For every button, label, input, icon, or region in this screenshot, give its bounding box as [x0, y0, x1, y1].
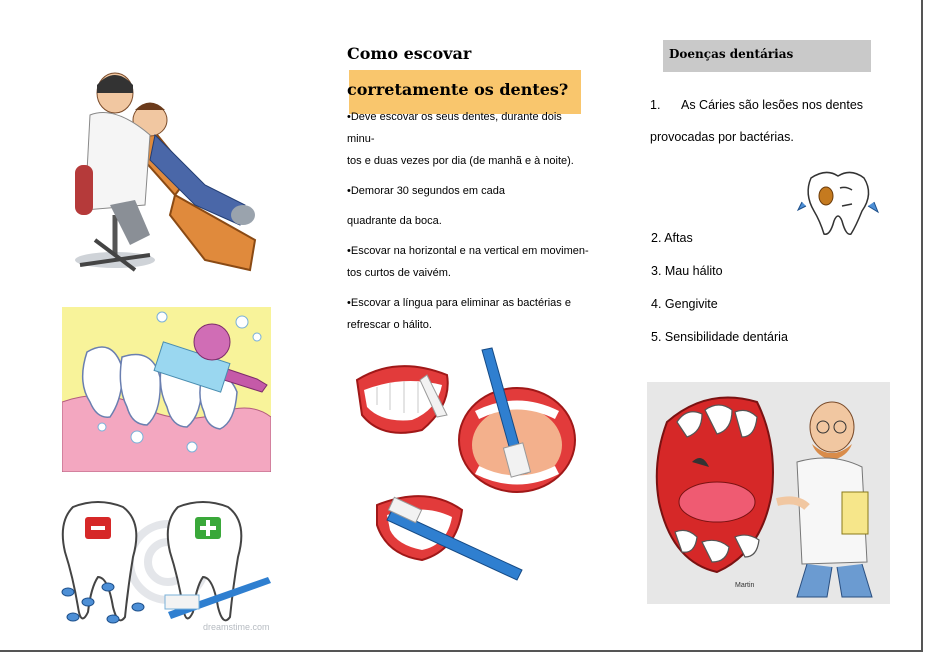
page-title-line2: corretamente os dentes? [347, 80, 569, 99]
cavities-description [650, 89, 910, 153]
page-title-line1: Como escovar [347, 44, 472, 63]
diseases-header: Doenças dentárias [663, 40, 871, 72]
list-item-text: provocadas por bactérias. [650, 130, 794, 144]
list-item: 3. Mau hálito [651, 264, 723, 278]
dentist-patient-illustration [55, 65, 265, 275]
healthy-vs-decayed-tooth-illustration [53, 497, 275, 634]
list-number: 1. [650, 98, 661, 112]
dentist-with-giant-mouth-cartoon [647, 382, 890, 604]
bullet-text: tos e duas vezes por dia (de manhã e à noite). [347, 155, 574, 167]
bullet-text: •Deve escovar os seus dentes, durante dois minu- [347, 111, 562, 145]
toothbrush-brushing-teeth-cartoon [62, 307, 271, 472]
bullet-text: •Escovar a língua para eliminar as bactérias e [347, 297, 571, 309]
bullet-text: refrescar o hálito. [347, 319, 432, 331]
bullet-text: •Demorar 30 segundos em cada [347, 185, 505, 197]
bullet-text: tos curtos de vaivém. [347, 267, 451, 279]
brushing-instructions [347, 106, 592, 336]
list-item-text: As Cáries são lesões nos dentes [681, 98, 864, 112]
artist-signature: Martin [735, 582, 755, 589]
diseases-list [651, 222, 788, 354]
watermark-text: dreamstime.com [203, 622, 270, 632]
list-item: 2. Aftas [651, 231, 693, 245]
list-item: 4. Gengivite [651, 297, 718, 311]
bullet-text: quadrante da boca. [347, 215, 442, 227]
list-item: 5. Sensibilidade dentária [651, 330, 788, 344]
brushing-mouth-illustrations [352, 345, 580, 590]
decayed-tooth-cartoon-icon [796, 166, 881, 236]
bullet-text: •Escovar na horizontal e na vertical em movimen- [347, 245, 589, 257]
